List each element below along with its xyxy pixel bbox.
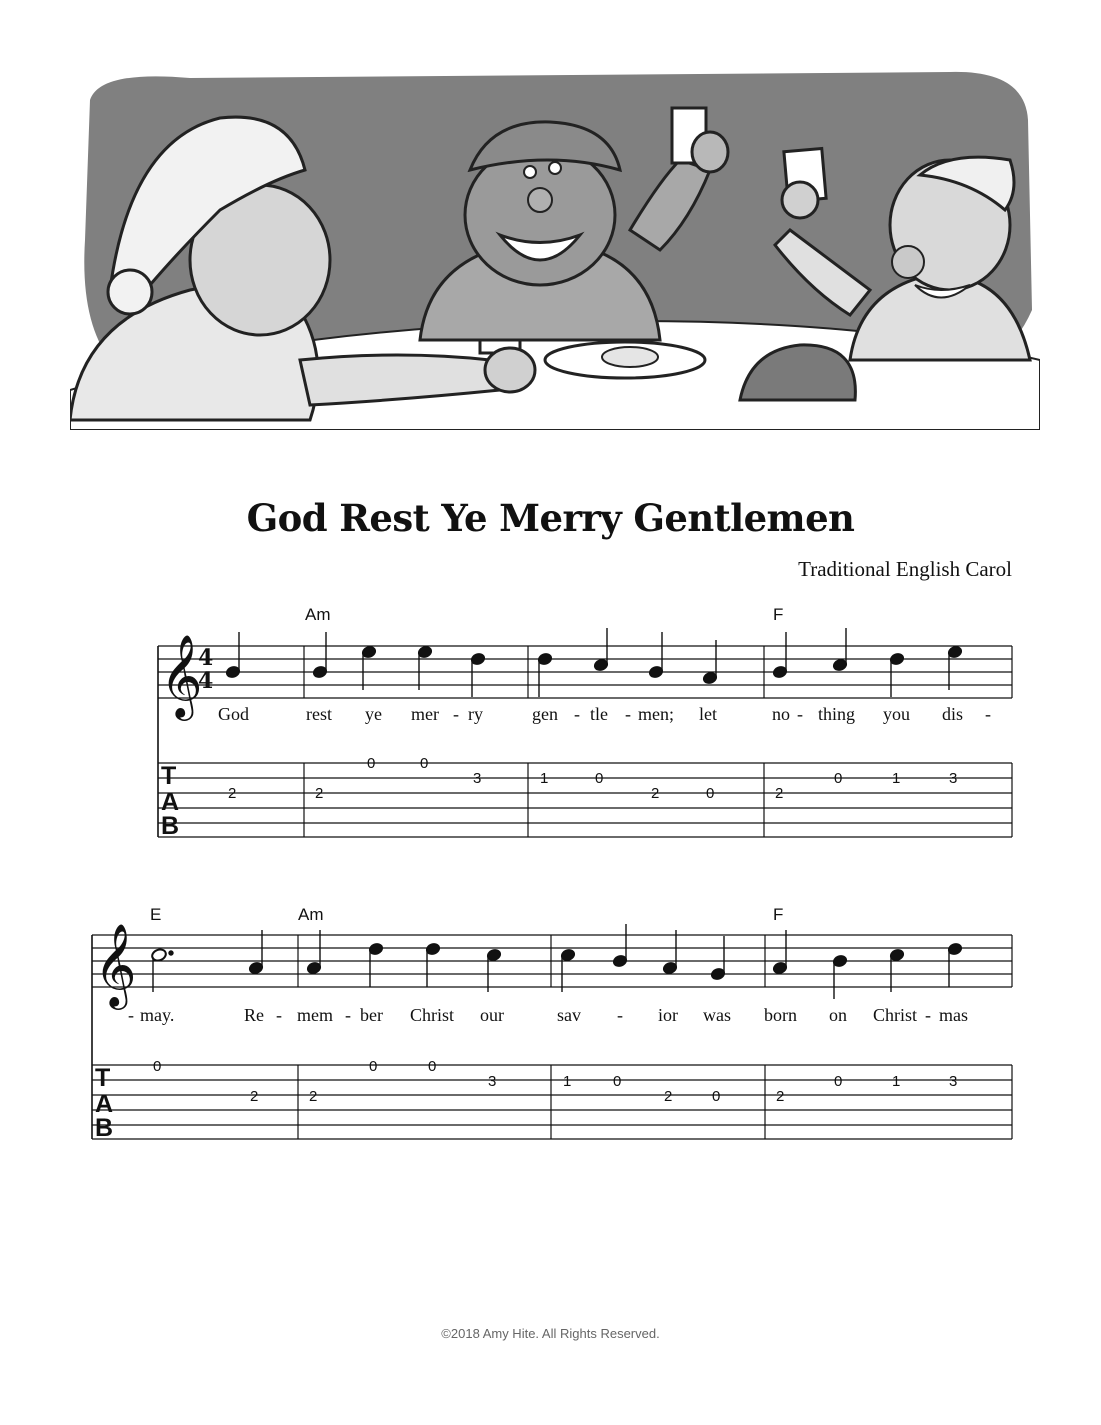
tab-number: 0 <box>595 770 604 787</box>
lyrics-system-2 <box>128 1005 968 1025</box>
tab-clef-letter: A <box>161 788 180 816</box>
tab-number: 2 <box>775 785 784 802</box>
lyric-syllable: tle <box>590 704 608 724</box>
lyric-syllable: gen <box>532 704 558 724</box>
tab-number: 3 <box>473 770 482 787</box>
tab-number: 1 <box>563 1073 572 1090</box>
system-1 <box>158 646 1012 837</box>
tab-clef-letter: T <box>161 762 177 790</box>
lyric-syllable: thing <box>818 704 856 724</box>
tab-number: 0 <box>613 1073 622 1090</box>
lyric-syllable: no <box>772 704 790 724</box>
lyric-syllable: - <box>625 704 631 724</box>
tab-number: 0 <box>367 755 376 772</box>
lyric-syllable: let <box>699 704 717 724</box>
lyric-syllable: - <box>985 704 991 724</box>
lyric-syllable: may. <box>140 1005 175 1025</box>
treble-clef-icon: 𝄞 <box>94 922 137 1006</box>
lyric-syllable: men; <box>638 704 674 724</box>
lyric-syllable: - <box>453 704 459 724</box>
tab-number: 1 <box>540 770 549 787</box>
tab-number: 0 <box>153 1058 162 1075</box>
lyric-syllable: Re <box>244 1005 264 1025</box>
tab-number: 2 <box>315 785 324 802</box>
lyric-syllable: dis <box>942 704 964 724</box>
lyric-syllable: our <box>480 1005 504 1025</box>
tab-number: 0 <box>420 755 429 772</box>
lyric-syllable: ber <box>360 1005 383 1025</box>
lyric-syllable: - <box>797 704 803 724</box>
tab-number: 0 <box>706 785 715 802</box>
tab-number: 2 <box>776 1088 785 1105</box>
song-title: God Rest Ye Merry Gentlemen <box>246 496 855 540</box>
lyric-syllable: Christ <box>873 1005 918 1025</box>
copyright-footer: ©2018 Amy Hite. All Rights Reserved. <box>441 1326 660 1341</box>
chord-label: F <box>773 605 784 624</box>
lyrics-system-1 <box>218 704 991 724</box>
chord-label: E <box>150 905 162 924</box>
notes-system-1 <box>225 628 963 697</box>
tab-number: 0 <box>834 1073 843 1090</box>
tab-number: 0 <box>428 1058 437 1075</box>
tab-number: 0 <box>369 1058 378 1075</box>
lyric-syllable: - <box>574 704 580 724</box>
lyric-syllable: - <box>925 1005 931 1025</box>
note-dot <box>169 951 173 955</box>
lyric-syllable: sav <box>557 1005 581 1025</box>
lyric-syllable: on <box>829 1005 847 1025</box>
lyric-syllable: born <box>764 1005 797 1025</box>
lyric-syllable: - <box>345 1005 351 1025</box>
tab-number: 2 <box>228 785 237 802</box>
tab-number: 2 <box>664 1088 673 1105</box>
lyric-syllable: ior <box>658 1005 678 1025</box>
tab-number: 1 <box>892 1073 901 1090</box>
lyric-syllable: was <box>703 1005 731 1025</box>
lyric-syllable: mer <box>411 704 439 724</box>
lyric-syllable: - <box>617 1005 623 1025</box>
tab-number: 2 <box>651 785 660 802</box>
lyric-syllable: mem <box>297 1005 333 1025</box>
tab-clef-letter: A <box>95 1090 114 1118</box>
time-signature-top: 4 <box>198 645 214 671</box>
chord-label: F <box>773 905 784 924</box>
lyric-syllable: God <box>218 704 249 724</box>
tab-number: 1 <box>892 770 901 787</box>
tab-clef-letter: B <box>161 812 180 840</box>
tab-number: 2 <box>309 1088 318 1105</box>
tab-number: 2 <box>250 1088 259 1105</box>
lyric-syllable: ye <box>365 704 382 724</box>
lyric-syllable: - <box>276 1005 282 1025</box>
tab-number: 0 <box>834 770 843 787</box>
lyric-syllable: rest <box>306 704 332 724</box>
tab-number: 3 <box>949 770 958 787</box>
composer-credit: Traditional English Carol <box>798 557 1012 581</box>
tab-number: 3 <box>949 1073 958 1090</box>
lyric-syllable: - <box>128 1005 134 1025</box>
tab-number: 3 <box>488 1073 497 1090</box>
lyric-syllable: you <box>883 704 910 724</box>
time-signature-bottom: 4 <box>198 668 214 694</box>
tab-number: 0 <box>712 1088 721 1105</box>
treble-clef-icon: 𝄞 <box>160 633 203 717</box>
tab-clef-letter: B <box>95 1114 114 1142</box>
chord-label: Am <box>298 905 324 924</box>
chord-label: Am <box>305 605 331 624</box>
lyric-syllable: ry <box>468 704 483 724</box>
lyric-syllable: Christ <box>410 1005 455 1025</box>
system-2 <box>92 935 1012 1139</box>
tab-clef-letter: T <box>95 1064 111 1092</box>
lyric-syllable: mas <box>939 1005 968 1025</box>
